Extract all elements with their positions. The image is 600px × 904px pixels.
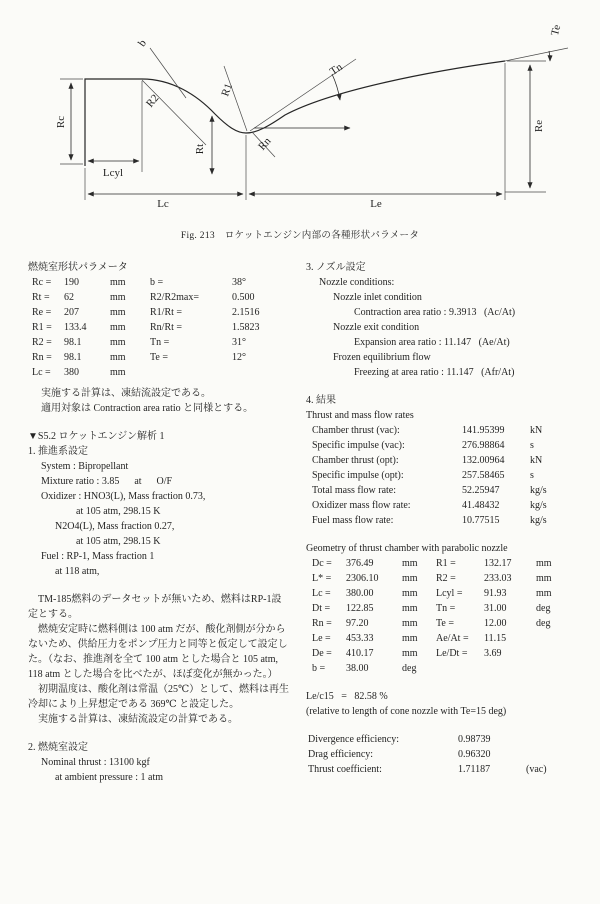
thrust-heading: Thrust and mass flow rates: [306, 410, 414, 421]
propulsion-line: at 105 atm, 298.15 K: [76, 536, 161, 547]
geo-name: De =: [312, 648, 332, 659]
param-value2: [232, 365, 290, 380]
eff-extra: [526, 732, 590, 747]
thrust-value: 52.25947: [462, 485, 500, 496]
geo-value2: 11.15: [484, 633, 507, 644]
label-rn: Rn: [256, 135, 274, 153]
thrust-unit: s: [530, 440, 534, 451]
param-unit: mm: [110, 322, 126, 333]
param-unit: mm: [110, 307, 126, 318]
param-value: 190: [64, 277, 79, 288]
nozzle-diagram: [0, 4, 600, 224]
param-name2: Rn/Rt =: [150, 322, 183, 333]
propulsion-line: at 118 atm,: [55, 566, 100, 577]
param-row: [28, 275, 290, 290]
eff-value: 0.96320: [458, 749, 491, 760]
spacer: [306, 676, 590, 689]
geo-name2: R1 =: [436, 558, 456, 569]
thrust-value: 41.48432: [462, 500, 500, 511]
efficiency-row: [306, 747, 590, 762]
param-name2: Tn =: [150, 337, 170, 348]
thrust-label: Specific impulse (opt):: [312, 470, 404, 481]
thrust-value: 276.98864: [462, 440, 505, 451]
geo-value: 453.33: [346, 633, 374, 644]
geo-value: 376.49: [346, 558, 374, 569]
eff-extra: [526, 747, 590, 762]
label-tn: Tn: [327, 61, 345, 78]
param-value: 133.4: [64, 322, 87, 333]
thrust-table: [306, 423, 590, 528]
label-r1: R1: [219, 81, 236, 99]
geo-unit: mm: [402, 588, 418, 599]
geo-name2: Le/Dt =: [436, 648, 468, 659]
thrust-value: 141.95399: [462, 425, 505, 436]
geo-value: 380.00: [346, 588, 374, 599]
param-name2: R1/Rt =: [150, 307, 183, 318]
param-value2: 31°: [232, 337, 246, 348]
param-value2: 0.500: [232, 292, 255, 303]
geo-unit2: mm: [536, 588, 552, 599]
geo-value2: 233.03: [484, 573, 512, 584]
geo-name: b =: [312, 663, 326, 674]
param-name2: R2/R2max=: [150, 292, 199, 303]
spacer: [306, 719, 590, 732]
geo-value2: 31.00: [484, 603, 507, 614]
propulsion-line: Fuel : RP-1, Mass fraction 1: [41, 551, 155, 562]
nozzle-line: Nozzle conditions:: [319, 277, 395, 288]
thrust-unit: s: [530, 470, 534, 481]
geo-unit2: deg: [536, 603, 551, 614]
geo-name2: Te =: [436, 618, 454, 629]
results-heading: 4. 結果: [306, 395, 336, 406]
geo-unit2: [536, 646, 590, 661]
geometry-row: [306, 571, 590, 586]
geo-unit2: [536, 661, 590, 676]
eff-label: Thrust coefficient:: [308, 764, 382, 775]
spacer: [28, 416, 290, 429]
thrust-label: Total mass flow rate:: [312, 485, 396, 496]
efficiency-row: [306, 732, 590, 747]
param-value: 98.1: [64, 337, 82, 348]
thrust-row: [306, 483, 590, 498]
geo-name: Dc =: [312, 558, 332, 569]
geo-name2: [436, 661, 484, 676]
param-value2: 1.5823: [232, 322, 260, 333]
geo-unit: mm: [402, 603, 418, 614]
eff-label: Drag efficiency:: [308, 749, 374, 760]
param-name: Rn =: [32, 352, 52, 363]
geo-value: 38.00: [346, 663, 369, 674]
thrust-unit: kg/s: [530, 500, 547, 511]
geo-name: Le =: [312, 633, 331, 644]
param-row: [28, 365, 290, 380]
geo-name: L* =: [312, 573, 332, 584]
geo-unit: mm: [402, 618, 418, 629]
spacer: [28, 579, 290, 592]
nozzle-line: Nozzle exit condition: [333, 322, 420, 333]
nozzle-line: Nozzle inlet condition: [333, 292, 422, 303]
thrust-unit: kN: [530, 425, 543, 436]
geometry-row: [306, 631, 590, 646]
geometry-row: [306, 601, 590, 616]
propulsion-line: System : Bipropellant: [41, 461, 129, 472]
propulsion-line: at 105 atm, 298.15 K: [76, 506, 161, 517]
propulsion-line: Mixture ratio : 3.85 at O/F: [41, 476, 173, 487]
geometry-heading: Geometry of thrust chamber with parabolic nozzle: [306, 543, 508, 554]
thrust-row: [306, 453, 590, 468]
thrust-label: Fuel mass flow rate:: [312, 515, 394, 526]
propulsion-line: Oxidizer : HNO3(L), Mass fraction 0.73,: [41, 491, 206, 502]
label-rc: Rc: [55, 115, 67, 129]
analysis-note: 燃焼安定時に燃料側は 100 atm だが、酸化剤側が分からないため、供給圧力をポンプ圧力と同等と仮定して設定した。（なお、推進剤を全て 100 atm とした場合と 105 atm, 118 atm とした場合を比べたが、ほぼ変化が無かった。）: [28, 624, 288, 680]
combustion-heading: 2. 燃焼室設定: [28, 742, 88, 753]
geo-unit2: deg: [536, 618, 551, 629]
label-b: b: [136, 37, 150, 49]
param-value: 207: [64, 307, 79, 318]
param-name2: Te =: [150, 352, 168, 363]
param-name: Re =: [32, 307, 52, 318]
param-row: [28, 320, 290, 335]
chamber-params-table: [28, 275, 290, 380]
param-row: [28, 350, 290, 365]
thrust-label: Chamber thrust (vac):: [312, 425, 400, 436]
geo-unit2: [536, 631, 590, 646]
param-unit: mm: [110, 292, 126, 303]
geo-unit2: mm: [536, 558, 552, 569]
label-te: Te: [548, 23, 564, 38]
geo-name: Lc =: [312, 588, 331, 599]
lec15-note: (relative to length of cone nozzle with Te=15 deg): [306, 706, 507, 717]
analysis-note: 実施する計算は、凍結流設定の計算である。: [38, 714, 238, 725]
nozzle-heading: 3. ノズル設定: [306, 262, 366, 273]
geo-value2: 3.69: [484, 648, 502, 659]
analysis-note: 初期温度は、酸化剤は常温（25℃）として、燃料は再生冷却により上昇想定である 369℃ と設定した。: [28, 684, 289, 710]
param-row: [28, 335, 290, 350]
geo-value2: 132.17: [484, 558, 512, 569]
propulsion-line: N2O4(L), Mass fraction 0.27,: [55, 521, 175, 532]
nozzle-line: Contraction area ratio : 9.3913 (Ac/At): [354, 307, 516, 318]
thrust-unit: kN: [530, 455, 543, 466]
label-lcyl: Lcyl: [102, 167, 124, 179]
param-value2: 2.1516: [232, 307, 260, 318]
extension-lines: [60, 48, 568, 200]
spacer: [28, 727, 290, 740]
nozzle-line: Expansion area ratio : 11.147 (Ae/At): [354, 337, 510, 348]
thrust-label: Specific impulse (vac):: [312, 440, 405, 451]
geo-value2: 12.00: [484, 618, 507, 629]
thrust-value: 132.00964: [462, 455, 505, 466]
nozzle-line: Frozen equilibrium flow: [333, 352, 431, 363]
geo-name: Rn =: [312, 618, 332, 629]
geo-value: 2306.10: [346, 573, 379, 584]
analysis-note: TM-185燃料のデータセットが無いため、燃料はRP-1設定とする。: [28, 594, 282, 620]
geo-unit: mm: [402, 573, 418, 584]
label-lc: Lc: [157, 198, 169, 210]
geometry-table: [306, 556, 590, 676]
eff-value: 0.98739: [458, 734, 491, 745]
label-le: Le: [370, 198, 382, 210]
thrust-unit: kg/s: [530, 485, 547, 496]
eff-value: 1.71187: [458, 764, 491, 775]
lec15-line: Le/c15 = 82.58 %: [306, 691, 388, 702]
geo-unit: mm: [402, 648, 418, 659]
geo-name2: Ae/At =: [436, 633, 469, 644]
param-name2: [150, 365, 232, 380]
thrust-value: 10.77515: [462, 515, 500, 526]
label-r2: R2: [143, 92, 162, 110]
nozzle-contour: [85, 61, 505, 166]
content-columns: [0, 260, 600, 785]
geo-unit: mm: [402, 633, 418, 644]
label-rt: Rt: [194, 143, 206, 155]
geo-value: 97.20: [346, 618, 369, 629]
geometry-row: [306, 616, 590, 631]
thrust-unit: kg/s: [530, 515, 547, 526]
param-name: R1 =: [32, 322, 52, 333]
geometry-row: [306, 586, 590, 601]
geo-value: 410.17: [346, 648, 374, 659]
param-value: 98.1: [64, 352, 82, 363]
figure-caption: Fig. 213 ロケットエンジン内部の各種形状パラメータ: [180, 231, 420, 241]
thrust-row: [306, 438, 590, 453]
geometry-row: [306, 661, 590, 676]
figure: [0, 0, 600, 229]
param-value: 380: [64, 367, 79, 378]
dimension-lines: [71, 51, 550, 194]
param-name: Rt =: [32, 292, 50, 303]
calc-note-2: 適用対象は Contraction area ratio と同様とする。: [41, 403, 254, 414]
thrust-row: [306, 498, 590, 513]
chamber-params-heading: 燃焼室形状パラメータ: [28, 262, 128, 273]
geometry-row: [306, 556, 590, 571]
label-re: Re: [533, 119, 545, 133]
param-value2: 38°: [232, 277, 246, 288]
param-name: Lc =: [32, 367, 51, 378]
geo-name2: Tn =: [436, 603, 456, 614]
param-name: R2 =: [32, 337, 52, 348]
geo-name2: R2 =: [436, 573, 456, 584]
propulsion-heading: 1. 推進系設定: [28, 446, 88, 457]
param-row: [28, 305, 290, 320]
nozzle-line: Freezing at area ratio : 11.147 (Afr/At): [354, 367, 515, 378]
param-unit: mm: [110, 367, 126, 378]
eff-label: Divergence efficiency:: [308, 734, 399, 745]
param-value2: 12°: [232, 352, 246, 363]
param-row: [28, 290, 290, 305]
spacer: [306, 380, 590, 393]
param-name2: b =: [150, 277, 164, 288]
geo-unit: mm: [402, 558, 418, 569]
section-heading: ▼S5.2 ロケットエンジン解析 1: [28, 431, 165, 442]
geo-name: Dt =: [312, 603, 331, 614]
combustion-line: Nominal thrust : 13100 kgf: [41, 757, 150, 768]
param-unit: mm: [110, 277, 126, 288]
combustion-line: at ambient pressure : 1 atm: [55, 772, 164, 783]
geo-unit: deg: [402, 663, 417, 674]
thrust-label: Chamber thrust (opt):: [312, 455, 399, 466]
geo-unit2: mm: [536, 573, 552, 584]
thrust-row: [306, 423, 590, 438]
param-value: 62: [64, 292, 74, 303]
geo-value2: [484, 661, 536, 676]
thrust-row: [306, 468, 590, 483]
thrust-row: [306, 513, 590, 528]
calc-note-1: 実施する計算は、凍結流設定である。: [41, 388, 211, 399]
geo-value2: 91.93: [484, 588, 507, 599]
thrust-label: Oxidizer mass flow rate:: [312, 500, 411, 511]
spacer: [306, 528, 590, 541]
param-unit: mm: [110, 352, 126, 363]
left-column: [28, 260, 290, 785]
right-column: [306, 260, 590, 785]
thrust-value: 257.58465: [462, 470, 505, 481]
eff-extra: (vac): [526, 764, 547, 775]
efficiency-row: [306, 762, 590, 777]
geo-value: 122.85: [346, 603, 374, 614]
efficiency-table: [306, 732, 590, 777]
param-name: Rc =: [32, 277, 52, 288]
param-unit: mm: [110, 337, 126, 348]
geo-name2: Lcyl =: [436, 588, 463, 599]
geometry-row: [306, 646, 590, 661]
